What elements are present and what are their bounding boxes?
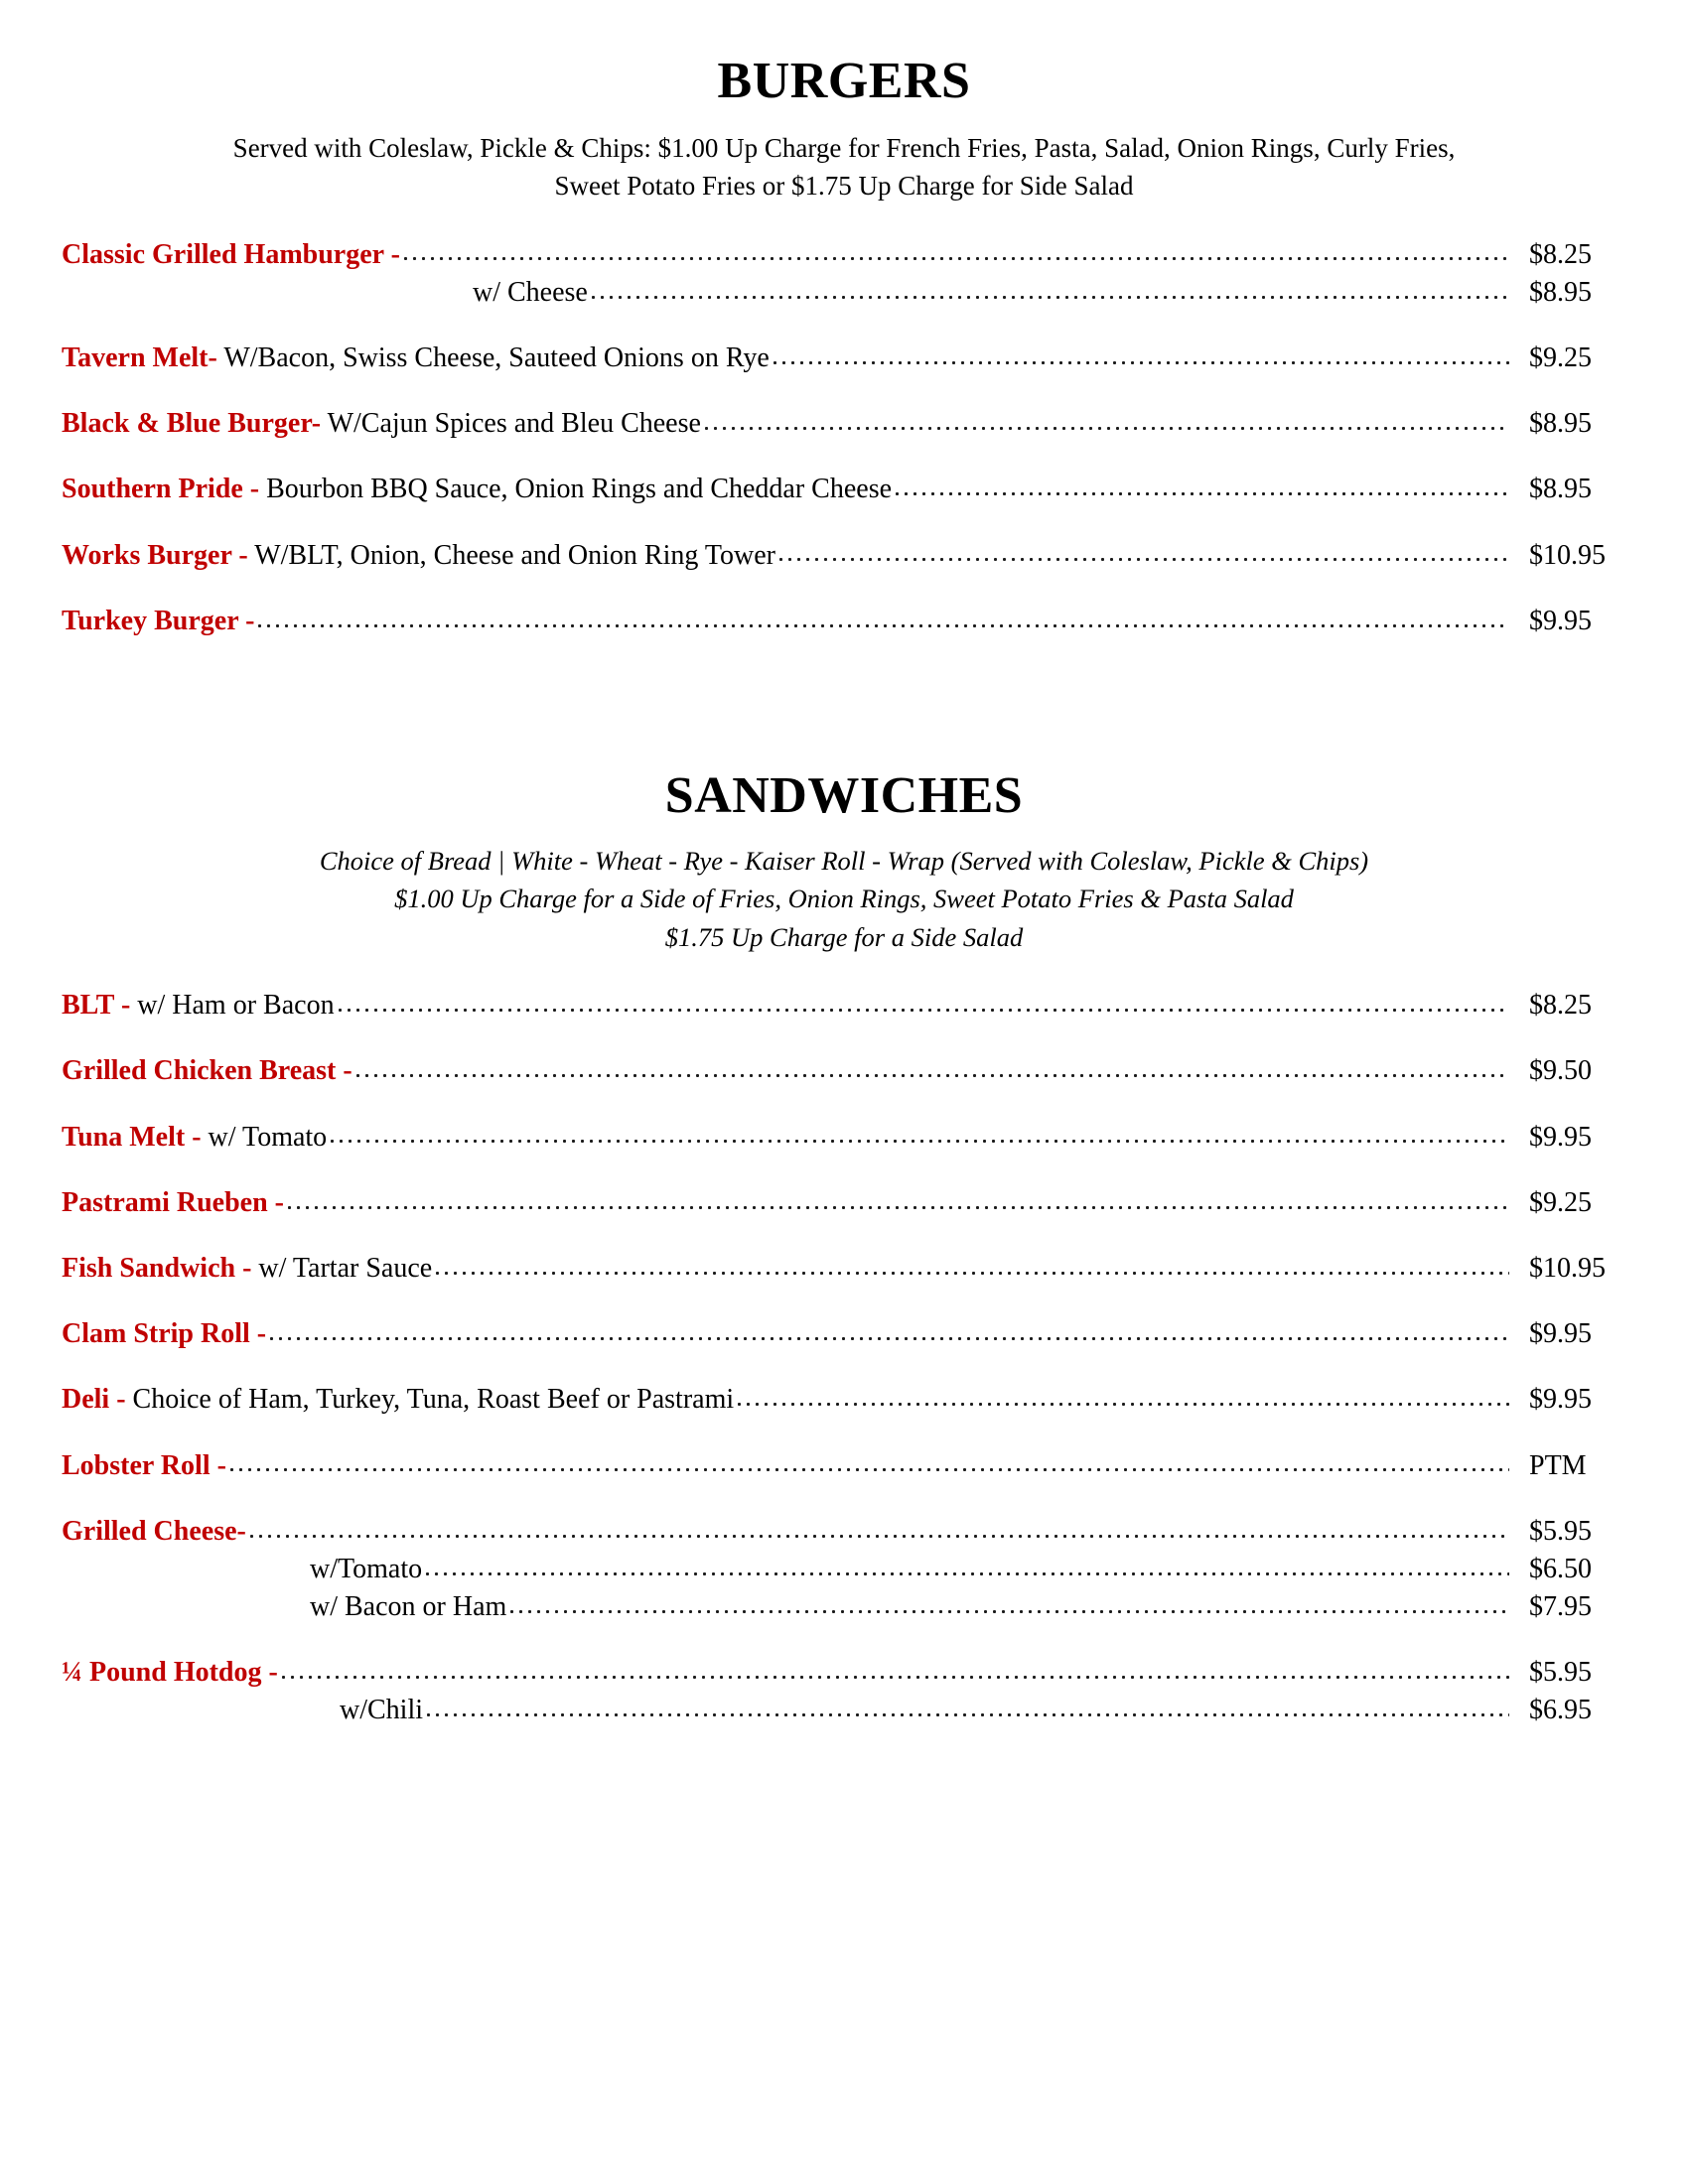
menu-item-price: $10.95 [1529, 539, 1606, 571]
menu-item-row [62, 1055, 1626, 1087]
menu-item-row [62, 1450, 1626, 1482]
menu-item-name-group [62, 239, 400, 271]
section-note-sandwiches [62, 842, 1626, 956]
menu-item-row [62, 1318, 1626, 1350]
menu-item-row [62, 1554, 1626, 1585]
menu-item-description: Choice of Ham, Turkey, Tuna, Roast Beef or Pastrami [132, 1384, 735, 1416]
menu-item-name-group [62, 1450, 226, 1482]
dot-leader [404, 247, 1509, 263]
menu-item-price: $9.25 [1529, 1186, 1592, 1218]
dot-leader [356, 1063, 1509, 1079]
menu-item-name: Tuna Melt - [62, 1121, 202, 1153]
menu-item-price: $8.95 [1529, 276, 1592, 308]
menu-item-list-burgers [62, 239, 1626, 637]
menu-item-row [62, 606, 1626, 637]
section-note-line: $1.75 Up Charge for a Side Salad [664, 921, 1024, 952]
menu-section-sandwiches [62, 745, 1626, 1727]
menu-item-name-group [62, 342, 770, 374]
menu-item-name: Southern Pride - [62, 474, 260, 505]
menu-item-price: $9.50 [1529, 1055, 1592, 1087]
menu-item-name-group [62, 277, 588, 309]
section-title-sandwiches: SANDWICHES [664, 766, 1024, 824]
menu-item-row [62, 408, 1626, 440]
menu-item-description: W/Bacon, Swiss Cheese, Sauteed Onions on Rye [223, 342, 770, 374]
menu-item-name: Lobster Roll - [62, 1449, 226, 1481]
menu-item-price: $9.95 [1529, 1384, 1592, 1416]
menu-item-price: $7.95 [1529, 1591, 1592, 1623]
menu-item-row [62, 277, 1626, 309]
menu-item-row [62, 342, 1626, 374]
menu-item-description: w/ Ham or Bacon [137, 990, 335, 1022]
menu-item-name-group [62, 1318, 266, 1350]
menu-item-name-group [62, 1055, 352, 1087]
section-note-line: Choice of Bread | White - Wheat - Rye - Kaiser Roll - Wrap (Served with Coleslaw, Pickle & Chips) [319, 845, 1369, 876]
menu-item-description: Bourbon BBQ Sauce, Onion Rings and Cheddar Cheese [266, 474, 893, 505]
menu-item-row [62, 474, 1626, 505]
menu-item-row [62, 1657, 1626, 1689]
menu-item-name-group [62, 1384, 734, 1416]
section-title-burgers: BURGERS [717, 53, 971, 109]
menu-item-price: $9.25 [1529, 342, 1592, 374]
menu-item-name-group [62, 1253, 432, 1285]
menu-item-description: W/Cajun Spices and Bleu Cheese [327, 408, 701, 440]
menu-item-name-group [62, 474, 892, 505]
menu-item-name: Clam Strip Roll - [62, 1318, 267, 1350]
menu-item-price: $8.95 [1529, 408, 1592, 440]
dot-leader [258, 614, 1509, 629]
menu-item-name: Fish Sandwich - [62, 1252, 252, 1284]
menu-item-name: Black & Blue Burger- [62, 408, 322, 440]
menu-item-row [62, 1253, 1626, 1285]
menu-item-name: Grilled Chicken Breast - [62, 1055, 352, 1087]
menu-item-row [62, 1384, 1626, 1416]
dot-leader [436, 1261, 1509, 1277]
menu-item-price: $6.50 [1529, 1553, 1592, 1584]
menu-item-description: w/ Cheese [473, 276, 588, 308]
menu-item-name-group [62, 1695, 423, 1726]
menu-item-row [62, 1122, 1626, 1154]
dot-leader [230, 1458, 1509, 1474]
dot-leader [510, 1599, 1509, 1615]
dot-leader [896, 481, 1509, 497]
menu-item-row [62, 1591, 1626, 1623]
section-gap [62, 671, 1626, 745]
menu-section-burgers [62, 0, 1626, 637]
menu-item-price: $10.95 [1529, 1252, 1606, 1284]
menu-sections [62, 0, 1626, 1727]
menu-item-price: $8.25 [1529, 238, 1592, 270]
menu-item-name: Pastrami Rueben - [62, 1186, 284, 1218]
menu-item-row [62, 239, 1626, 271]
dot-leader [282, 1665, 1509, 1681]
menu-item-price: $9.95 [1529, 1318, 1592, 1350]
menu-item-name: Works Burger - [62, 539, 248, 571]
menu-item-description: W/BLT, Onion, Cheese and Onion Ring Tower [254, 539, 775, 571]
menu-item-row [62, 990, 1626, 1022]
menu-item-price: $9.95 [1529, 605, 1592, 636]
menu-item-row [62, 1695, 1626, 1726]
dot-leader [779, 548, 1509, 564]
menu-item-name-group [62, 1122, 327, 1154]
dot-leader [270, 1326, 1509, 1342]
menu-item-name-group [62, 606, 254, 637]
dot-leader [427, 1703, 1509, 1718]
menu-item-name-group [62, 1591, 506, 1623]
dot-leader [331, 1130, 1509, 1146]
menu-item-price: $8.95 [1529, 474, 1592, 505]
dot-leader [339, 998, 1509, 1014]
menu-item-price: $5.95 [1529, 1657, 1592, 1689]
dot-leader [738, 1392, 1509, 1408]
menu-item-price: $8.25 [1529, 990, 1592, 1022]
section-note-line: Sweet Potato Fries or $1.75 Up Charge for Side Salad [554, 171, 1134, 202]
menu-item-name-group [62, 1554, 422, 1585]
menu-item-price: $6.95 [1529, 1695, 1592, 1726]
dot-leader [288, 1195, 1509, 1211]
menu-item-name: Classic Grilled Hamburger - [62, 238, 400, 270]
menu-item-description: w/ Tartar Sauce [258, 1252, 433, 1284]
menu-item-description: w/Tomato [310, 1553, 423, 1584]
section-note-line: Served with Coleslaw, Pickle & Chips: $1.00 Up Charge for French Fries, Pasta, Salad, Onion Rings, Curly Fries, [232, 133, 1456, 163]
dot-leader [250, 1524, 1509, 1540]
menu-item-description: w/Chili [340, 1695, 424, 1726]
menu-item-name: ¼ Pound Hotdog - [62, 1657, 278, 1689]
dot-leader [774, 350, 1509, 366]
menu-item-name-group [62, 540, 775, 572]
menu-item-name-group [62, 408, 701, 440]
menu-item-name-group [62, 1516, 246, 1548]
menu-item-row [62, 1516, 1626, 1548]
menu-item-list-sandwiches [62, 990, 1626, 1726]
dot-leader [426, 1562, 1509, 1577]
menu-item-price: $9.95 [1529, 1121, 1592, 1153]
menu-item-name: Tavern Melt- [62, 342, 217, 374]
menu-item-description: w/ Bacon or Ham [310, 1591, 507, 1623]
menu-item-name: Grilled Cheese- [62, 1515, 246, 1547]
menu-item-name: Deli - [62, 1384, 126, 1416]
menu-item-name: Turkey Burger - [62, 605, 255, 636]
menu-item-name-group [62, 990, 335, 1022]
menu-item-name-group [62, 1187, 284, 1219]
menu-item-name: BLT - [62, 990, 131, 1022]
menu-item-name-group [62, 1657, 278, 1689]
section-note-line: $1.00 Up Charge for a Side of Fries, Onion Rings, Sweet Potato Fries & Pasta Salad [394, 884, 1294, 914]
dot-leader [705, 416, 1509, 432]
menu-item-price: $5.95 [1529, 1515, 1592, 1547]
dot-leader [592, 285, 1509, 301]
menu-item-price: PTM [1529, 1449, 1587, 1481]
menu-item-row [62, 1187, 1626, 1219]
menu-item-description: w/ Tomato [208, 1121, 328, 1153]
section-note-burgers [62, 129, 1626, 205]
menu-item-row [62, 540, 1626, 572]
